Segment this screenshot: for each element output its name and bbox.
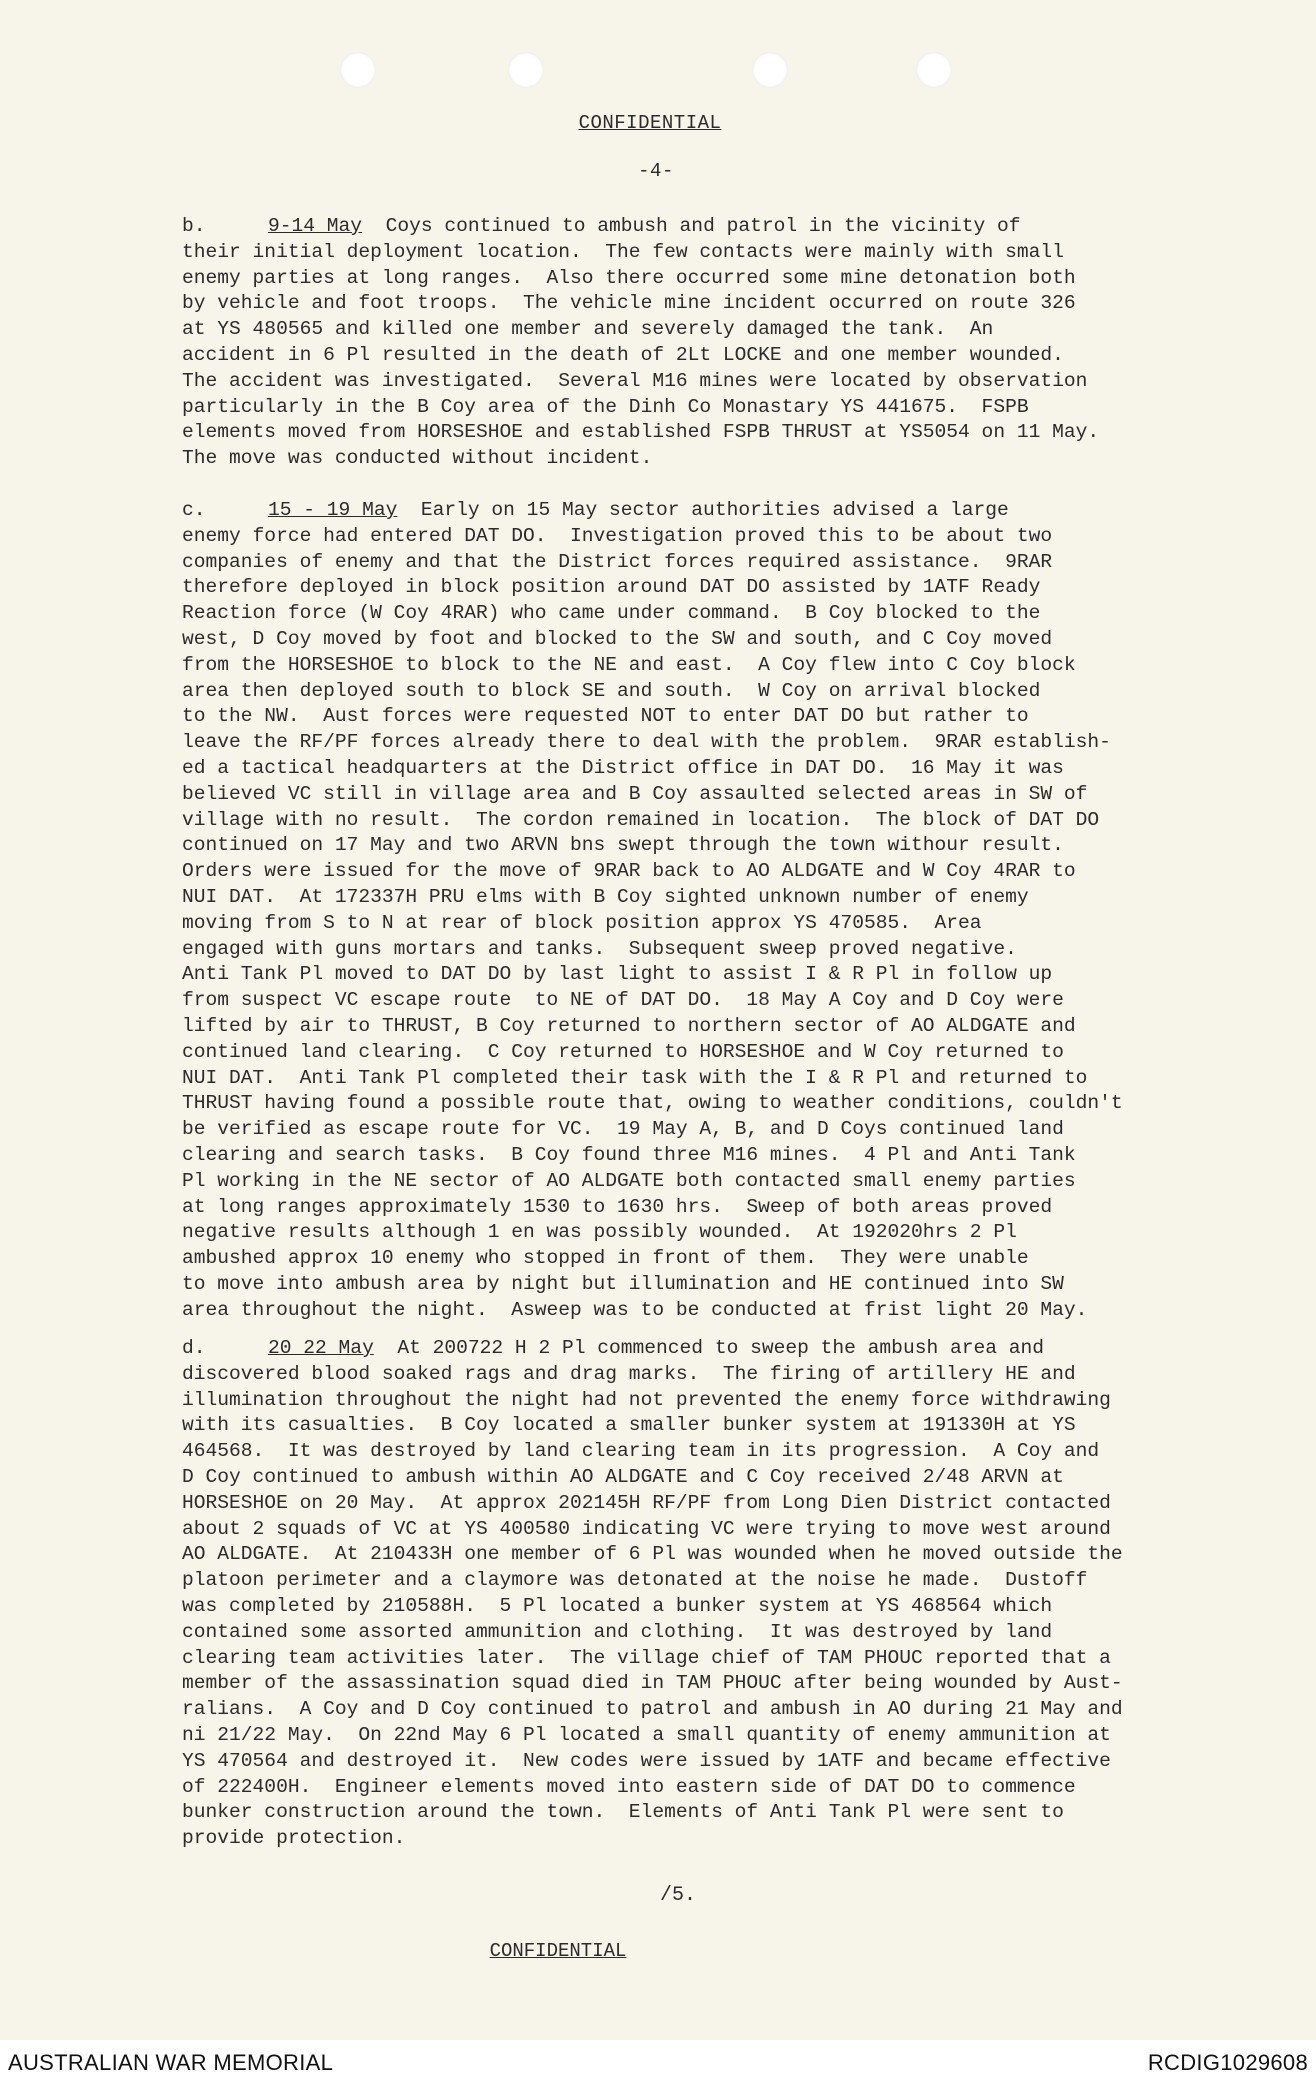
archive-footer	[0, 2040, 1316, 2082]
paragraph-b	[182, 214, 1192, 472]
paragraph-c	[182, 498, 1192, 1324]
paragraph-text: At 200722 H 2 Pl commenced to sweep the ambush area and discovered blood soaked rags and drag marks. The firing of artillery HE and illumination throughout the night had not prevented the enemy force withdrawing with its casualties. B Coy located a smaller bunker system at 191330H at YS 464568. It was destroyed by land clearing team in its progression. A Coy and D Coy continued to ambush within AO ALDGATE and C Coy received 2/48 ARVN at HORSESHOE on 20 May. At approx 202145H RF/PF from Long Dien District contacted about 2 squads of VC at YS 400580 indicating VC were trying to move west around AO ALDGATE. At 210433H one member of 6 Pl was wounded when he moved outside the platoon perimeter and a claymore was detonated at the noise he made. Dustoff was completed by 210588H. 5 Pl located a bunker system at YS 468564 which contained some assorted ammunition and clothing. It was destroyed by land clearing team activities later. The village chief of TAM PHOUC reported that a member of the assassination squad died in TAM PHOUC after being wounded by Aust- ralians. A Coy and D Coy continued to patrol and ambush in AO during 21 May and ni 21/22 May. On 22nd May 6 Pl located a small quantity of enemy ammunition at YS 470564 and destroyed it. New codes were issued by 1ATF and became effective of 222400H. Engineer elements moved into eastern side of DAT DO to commence bunker construction around the town. Elements of Anti Tank Pl were sent to provide protection.	[182, 1337, 1123, 1850]
page-number: -4-	[638, 160, 674, 182]
continuation-marker: /5.	[660, 1884, 697, 1907]
punch-hole	[340, 52, 376, 88]
paragraph-date: 20 22 May	[268, 1337, 374, 1359]
paragraph-date: 15 - 19 May	[268, 499, 398, 521]
paragraph-label: b.	[182, 215, 206, 237]
classification-header: CONFIDENTIAL	[578, 112, 722, 134]
paragraph-d	[182, 1336, 1192, 1852]
paragraph-label: d.	[182, 1337, 206, 1359]
archive-reference: RCDIG1029608	[1147, 2050, 1308, 2075]
paragraph-text: Early on 15 May sector authorities advised a large enemy force had entered DAT DO. Investigation proved this to be about two companies of enemy and that the District forces required assistance. 9RAR therefore deployed in block position around DAT DO assisted by 1ATF Ready Reaction force (W Coy 4RAR) who came under command. B Coy blocked to the west, D Coy moved by foot and blocked to the SW and south, and C Coy moved from the HORSESHOE to block to the NE and east. A Coy flew into C Coy block area then deployed south to block SE and south. W Coy on arrival blocked to the NW. Aust forces were requested NOT to enter DAT DO but rather to leave the RF/PF forces already there to deal with the problem. 9RAR establish- ed a tactical headquarters at the District office in DAT DO. 16 May it was believed VC still in village area and B Coy assaulted selected areas in SW of village with no result. The cordon remained in location. The block of DAT DO continued on 17 May and two ARVN bns swept through the town withour result. Orders were issued for the move of 9RAR back to AO ALDGATE and W Coy 4RAR to NUI DAT. At 172337H PRU elms with B Coy sighted unknown number of enemy moving from S to N at rear of block position approx YS 470585. Area engaged with guns mortars and tanks. Subsequent sweep proved negative. Anti Tank Pl moved to DAT DO by last light to assist I & R Pl in follow up from suspect VC escape route to NE of DAT DO. 18 May A Coy and D Coy were lifted by air to THRUST, B Coy returned to northern sector of AO ALDGATE and continued land clearing. C Coy returned to HORSESHOE and W Coy returned to NUI DAT. Anti Tank Pl completed their task with the I & R Pl and returned to THRUST having found a possible route that, owing to weather conditions, couldn't be verified as escape route for VC. 19 May A, B, and D Coys continued land clearing and search tasks. B Coy found three M16 mines. 4 Pl and Anti Tank Pl working in the NE sector of AO ALDGATE both contacted small enemy parties at long ranges approximately 1530 to 1630 hrs. Sweep of both areas proved negative results although 1 en was possibly wounded. At 192020hrs 2 Pl ambushed approx 10 enemy who stopped in front of them. They were unable to move into ambush area by night but illumination and HE continued into SW area throughout the night. Asweep was to be conducted at frist light 20 May.	[182, 499, 1123, 1321]
institution-name: AUSTRALIAN WAR MEMORIAL	[8, 2050, 334, 2075]
punch-hole	[508, 52, 544, 88]
paragraph-text: Coys continued to ambush and patrol in the vicinity of their initial deployment location. The few contacts were mainly with small enemy parties at long ranges. Also there occurred some mine detonation both by vehicle and foot troops. The vehicle mine incident occurred on route 326 at YS 480565 and killed one member and severely damaged the tank. An accident in 6 Pl resulted in the death of 2Lt LOCKE and one member wounded. The accident was investigated. Several M16 mines were located by observation particularly in the B Coy area of the Dinh Co Monastary YS 441675. FSPB elements moved from HORSESHOE and established FSPB THRUST at YS5054 on 11 May. The move was conducted without incident.	[182, 215, 1100, 470]
paragraph-label: c.	[182, 499, 206, 521]
paragraph-date: 9-14 May	[268, 215, 363, 237]
punch-hole	[752, 52, 788, 88]
punch-hole	[916, 52, 952, 88]
classification-footer: CONFIDENTIAL	[489, 1940, 627, 1962]
